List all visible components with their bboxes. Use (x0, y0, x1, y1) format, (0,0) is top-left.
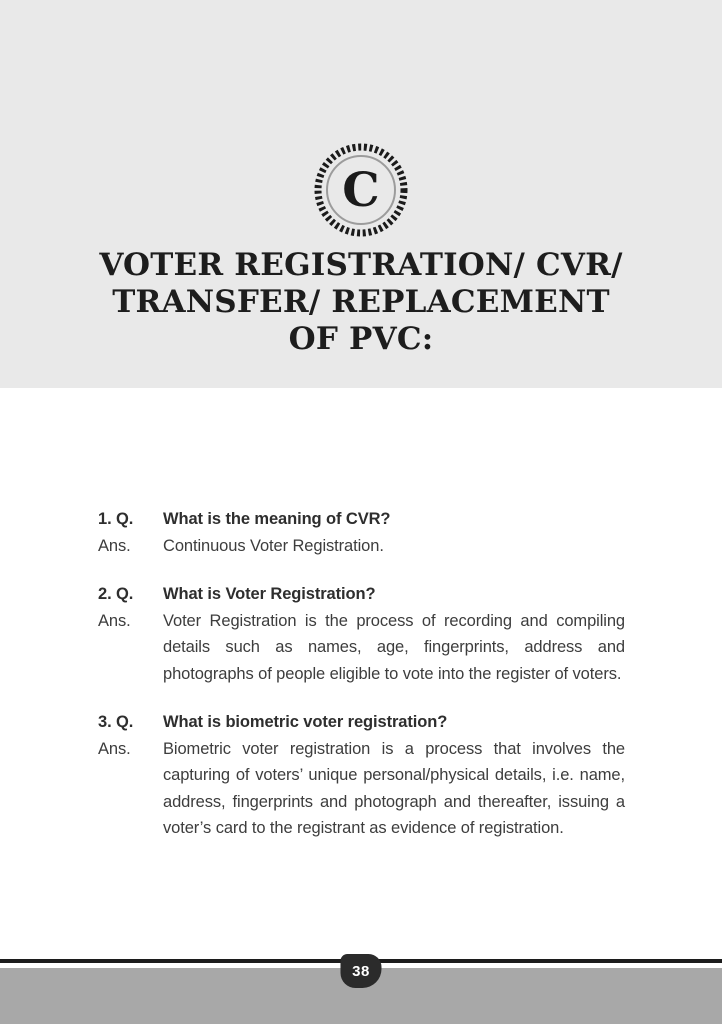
page-number: 38 (352, 962, 370, 980)
question-row (98, 581, 625, 608)
answer-text: Biometric voter registration is a process that involves the capturing of voters’ unique personal/physical details, i.e. name, address, fingerprints and photograph and thereafter, issuing a voter’s card to the registrant as evidence of registration. (163, 739, 625, 837)
chapter-title-line-2: TRANSFER/ REPLACEMENT (112, 284, 610, 320)
qa-item-1 (98, 506, 625, 559)
seal-letter: C (342, 163, 380, 218)
answer-label: Ans. (98, 536, 131, 555)
question-text: What is Voter Registration? (163, 585, 376, 603)
seal-graphic (313, 142, 409, 238)
answer-row (98, 608, 625, 688)
question-row (98, 506, 625, 533)
chapter-title-line-3: OF PVC: (288, 321, 434, 357)
answer-label: Ans. (98, 611, 131, 630)
qa-item-3 (98, 709, 625, 842)
answer-row (98, 533, 625, 560)
chapter-seal-icon (313, 142, 409, 238)
chapter-title (0, 247, 722, 358)
question-number: 3. Q. (98, 713, 134, 731)
answer-label: Ans. (98, 739, 131, 758)
qa-list (98, 506, 625, 864)
page-number-badge (341, 954, 382, 988)
question-number: 2. Q. (98, 585, 134, 603)
question-text: What is the meaning of CVR? (163, 510, 391, 528)
chapter-header (0, 0, 722, 388)
question-number: 1. Q. (98, 510, 134, 528)
qa-item-2 (98, 581, 625, 687)
answer-row (98, 736, 625, 842)
answer-text: Continuous Voter Registration. (163, 536, 384, 555)
question-text: What is biometric voter registration? (163, 713, 448, 731)
answer-text: Voter Registration is the process of recording and compiling details such as names, age, fingerprints, address and photographs of people eligible to vote into the register of voters. (163, 611, 625, 683)
question-row (98, 709, 625, 736)
chapter-title-line-1: VOTER REGISTRATION/ CVR/ (99, 247, 623, 283)
